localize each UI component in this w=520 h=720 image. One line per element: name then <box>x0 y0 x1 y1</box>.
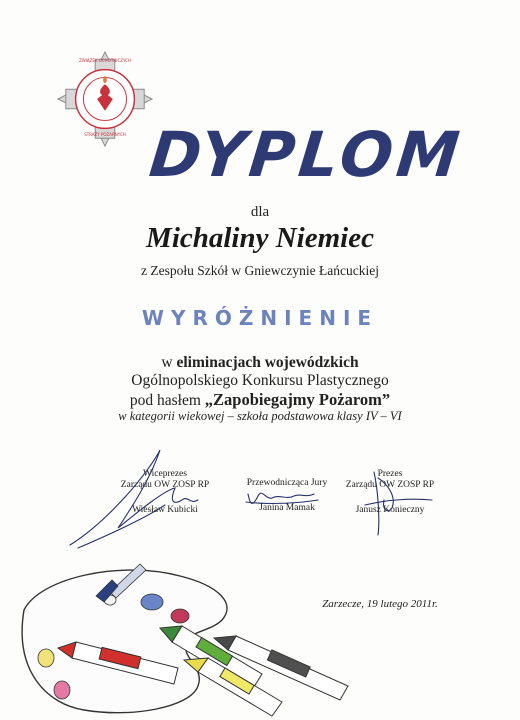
school-name: z Zespołu Szkół w Gniewczynie Łańcuckiej <box>140 263 380 278</box>
line3-prefix: pod hasłem <box>129 392 201 409</box>
for-label: dla <box>250 204 270 220</box>
emblem-ring-text-bottom: STRAŻY POŻARNYCH <box>84 132 126 137</box>
diploma-title: DYPLOM <box>146 118 467 191</box>
line3-slogan: „Zapobiegajmy Pożarom” <box>204 390 391 409</box>
signature-role-line-1: Przewodnicząca Jury <box>246 478 328 488</box>
signature-role-line-1: Prezes <box>377 469 403 479</box>
recipient-name: Michaliny Niemiec <box>146 222 374 254</box>
line1-prefix: w <box>161 354 173 371</box>
award-title: WYRÓŻNIENIE <box>141 306 379 330</box>
competition-line-3 <box>0 390 520 410</box>
competition-line-1 <box>0 354 520 372</box>
line1-bold: eliminacjach wojewódzkich <box>176 354 359 371</box>
category-line: w kategorii wiekowej – szkoła podstawowa klasy IV – VI <box>118 409 402 423</box>
competition-line-2: Ogólnopolskiego Konkursu Plastycznego <box>131 372 389 389</box>
signature-block-jury-chair <box>232 478 342 514</box>
signature-role-line-2: Zarządu OW ZOSP RP <box>345 480 435 490</box>
paint-palette-crayons-icon <box>0 540 520 720</box>
signature-name: Janusz Konieczny <box>355 505 425 515</box>
signature-block-vice-president <box>115 469 215 516</box>
emblem-ring-text-top: ZWIĄZEK OCHOTNICZYCH <box>78 58 132 63</box>
signature-name: Janina Mamak <box>259 503 315 513</box>
place-and-date: Zarzecze, 19 lutego 2011r. <box>322 598 438 610</box>
signature-role-line-2: Zarządu OW ZOSP RP <box>120 480 210 490</box>
signature-name: Wiesław Kubicki <box>132 505 198 515</box>
signature-role-line-1: Wiceprezes <box>143 469 187 479</box>
signature-block-president <box>340 469 440 516</box>
